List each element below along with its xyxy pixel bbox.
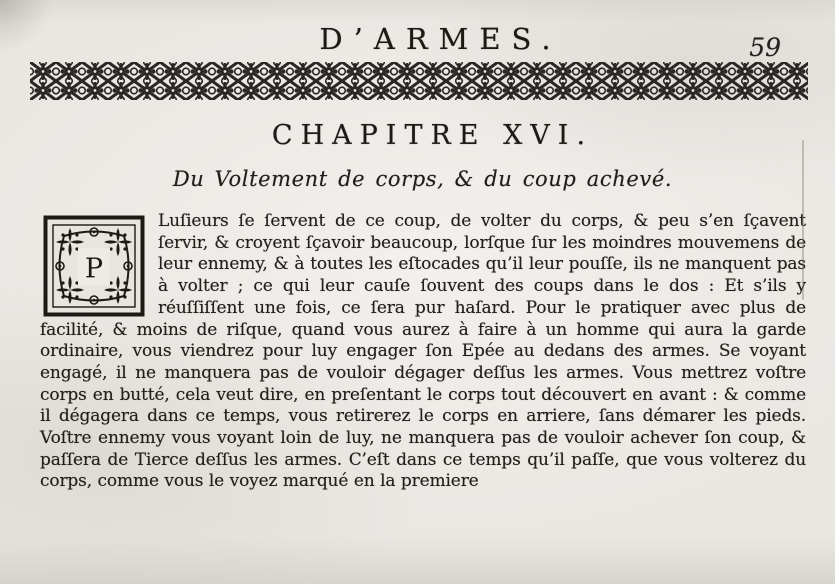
drop-cap [43,215,145,317]
ornament-band-icon [30,62,808,100]
drop-cap-letter: P [84,253,104,285]
body-text-block [40,211,806,493]
running-header: D’ARMES. [319,22,562,56]
body-paragraph: Luſieurs ſe ſervent de ce coup, de volter du corps, & peu s’en ſçavent ſervir, & croyent ſçavoir beaucoup, lorſque ſur les moindres mouvemens de leur ennemy, & à toutes les eſtocades qu’il leur pouſſe, ils ne manquent pas à volter ; ce qui leur cauſe ſouvent des coups dans le dos : Et s’ils y réuſſiſſent une fois, ce ſera pur haſard. Pour le pratiquer avec plus de facilité, & moins de riſque, quand vous aurez à faire à un homme qui aura la garde ordinaire, vous viendrez pour luy engager ſon Epée au dedans des armes. Se voyant engagé, il ne manquera pas de vouloir dégager deſſus les armes. Vous mettrez voſtre corps en butté, cela veut dire, en preſentant le corps tout découvert en avant : & comme il dégagera dans ce temps, vous retirerez le corps en arriere, ſans démarer les pieds. Voſtre ennemy vous voyant loin de luy, ne manquera pas de vouloir achever ſon coup, & paſſera de Tierce deſſus les armes. C’eſt dans ce temps qu’il paſſe, que vous volterez du corps, comme vous le voyez marqué en la premiere [40,211,806,492]
chapter-subtitle: Du Voltement de corps, & du coup achevé. [172,167,673,191]
scan-edge-artifact [802,140,804,300]
drop-cap-ornament-icon [43,215,145,317]
chapter-heading: CHAPITRE XVI. [271,120,594,151]
page-number: 59 [749,33,781,62]
